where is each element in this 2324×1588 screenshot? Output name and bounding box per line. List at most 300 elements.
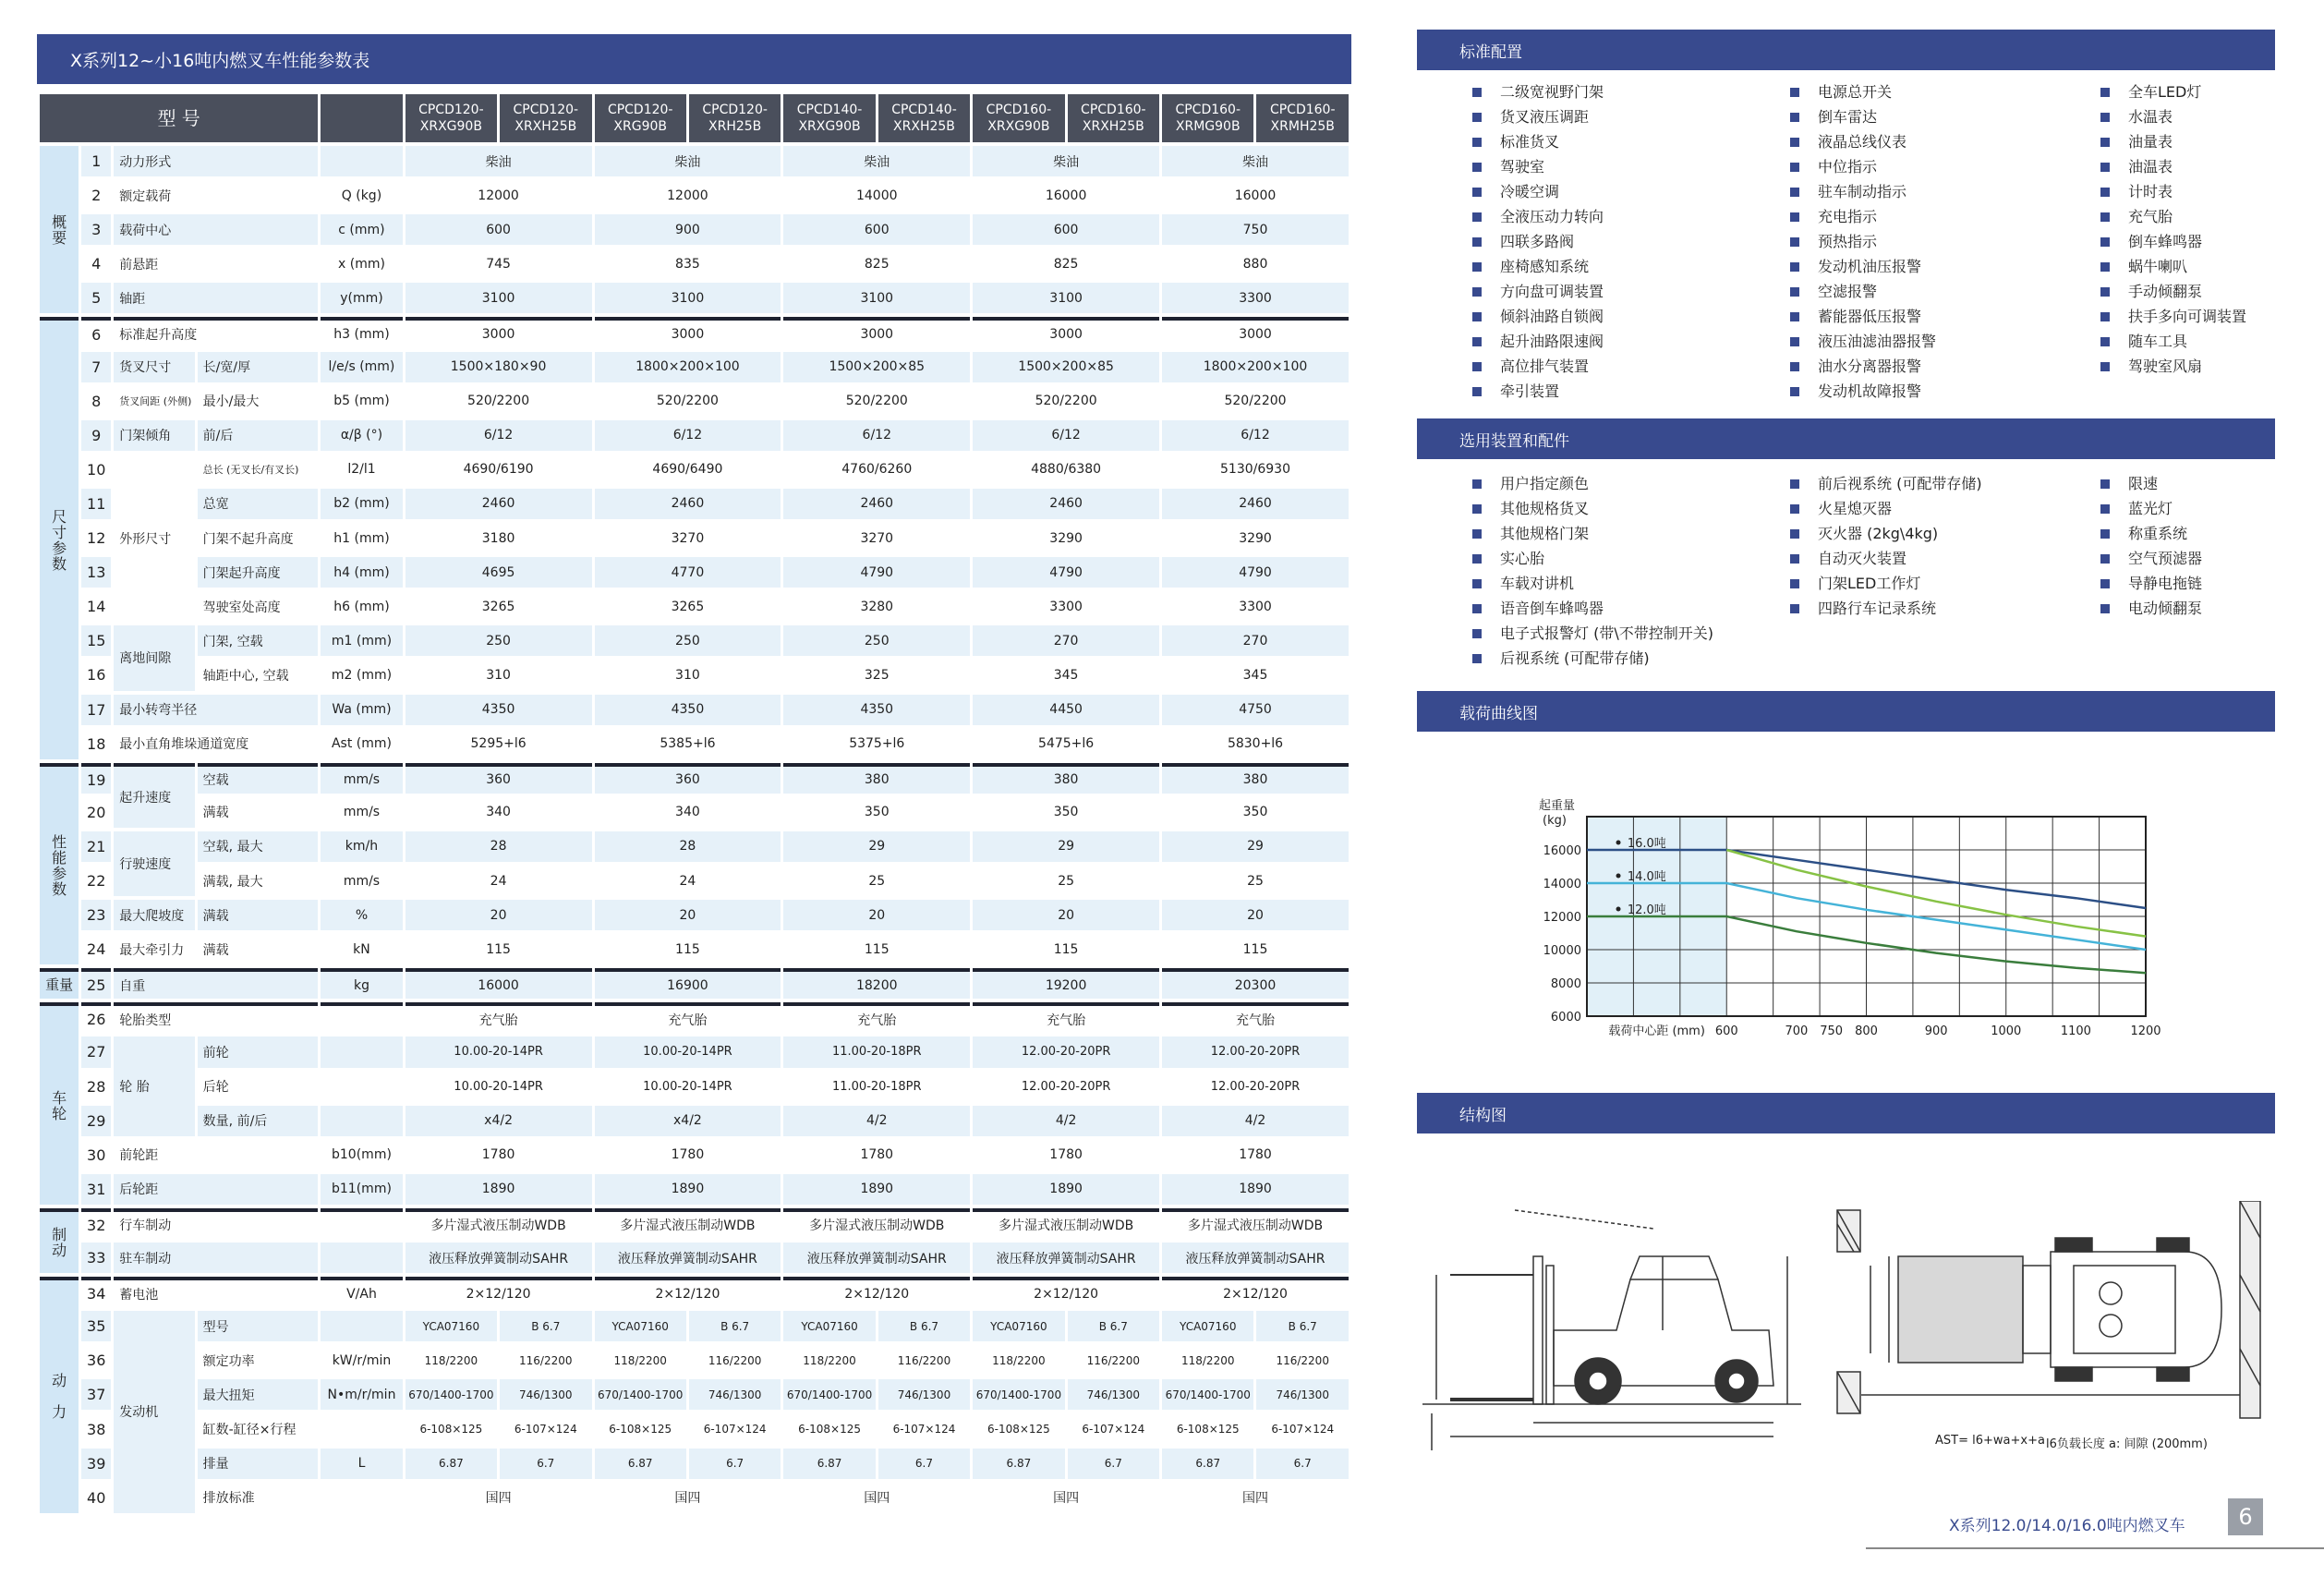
row-unit [321, 1208, 402, 1239]
row-label: 货叉尺寸 [114, 352, 194, 382]
row-sublabel: 排量 [198, 1449, 319, 1479]
value-cell: 4880/6380 [1031, 462, 1102, 478]
row-sublabel: 门架起升高度 [198, 557, 319, 588]
row-unit [321, 1483, 402, 1513]
value-cell: 4450 [973, 695, 1159, 725]
table-row [40, 729, 1349, 759]
equipment-item: 倒车蜂鸣器 [2100, 229, 2246, 254]
value-cell: 6-107×124 [1082, 1423, 1145, 1436]
equipment-item: 灭火器 (2kg\4kg) [1790, 521, 1982, 546]
value-cell: 250 [595, 625, 781, 656]
row-unit [321, 1413, 402, 1444]
equipment-item: 蓝光灯 [2100, 496, 2202, 521]
value-cell: 2460 [1162, 489, 1349, 519]
value-cell: 3100 [783, 283, 970, 313]
value-cell: 6-108×125 [986, 1423, 1050, 1436]
model-name: CPCD160- XRXH25B [1068, 94, 1159, 142]
value-cell: 3290 [1049, 530, 1083, 546]
value-cell: 6.7 [1256, 1449, 1349, 1479]
value-cell: 116/2200 [897, 1353, 951, 1367]
row-unit: km/h [321, 831, 402, 862]
equipment-item: 手动倾翻泵 [2100, 279, 2246, 304]
value-cell: 3270 [671, 530, 705, 546]
value-cell: 25 [868, 873, 886, 889]
group-label: 尺 寸 参 数 [40, 317, 79, 758]
value-cell: 5295+l6 [470, 736, 527, 752]
model-name: CPCD160- XRMG90B [1162, 94, 1253, 142]
value-cell: 充气胎 [783, 1002, 970, 1033]
value-cell: 国四 [674, 1491, 701, 1507]
group-label: 车 轮 [40, 1002, 79, 1205]
row-unit [321, 1311, 402, 1341]
equipment-item: 后视系统 (可配带存储) [1472, 646, 1713, 671]
optional-config-header: 选用装置和配件 [1417, 418, 2275, 459]
table-row [40, 1002, 1349, 1033]
equipment-item: 高位排气装置 [1472, 354, 1604, 379]
row-sublabel: 额定功率 [202, 1353, 255, 1369]
value-cell: 1500×200×85 [973, 352, 1159, 382]
row-label: 轴距 [114, 283, 318, 313]
row-unit: h6 (mm) [333, 599, 390, 614]
value-cell: 3265 [671, 599, 705, 614]
value-cell: 4350 [783, 695, 970, 725]
value-cell: 115 [1242, 941, 1268, 957]
equipment-item: 货叉液压调距 [1472, 104, 1604, 129]
value-cell: 670/1400-1700 [405, 1379, 497, 1410]
tick-label: 800 [1855, 1024, 1878, 1038]
value-cell: 3270 [860, 530, 894, 546]
row-sublabel: 长/宽/厚 [198, 352, 319, 382]
value-cell: B 6.7 [500, 1311, 591, 1341]
equipment-item: 空滤报警 [1790, 279, 1936, 304]
row-sublabel: 排放标准 [202, 1491, 255, 1507]
subgroup-label: 离地间隙 [114, 625, 194, 690]
row-unit: b11(mm) [321, 1174, 402, 1205]
equipment-item: 充电指示 [1790, 204, 1936, 229]
row-label: 轮胎类型 [114, 1002, 318, 1033]
value-cell: 325 [864, 667, 890, 683]
row-unit: l2/l1 [347, 462, 376, 478]
equipment-item: 四路行车记录系统 [1790, 596, 1982, 621]
value-cell: 5475+l6 [1038, 736, 1095, 752]
row-index: 38 [87, 1420, 106, 1438]
value-cell: 825 [1053, 256, 1079, 272]
value-cell: 6-107×124 [892, 1423, 956, 1436]
equipment-item: 发动机油压报警 [1790, 254, 1936, 279]
x-axis-label: 载荷中心距 (mm) [1608, 1024, 1705, 1038]
value-cell: 5130/6930 [1220, 462, 1290, 478]
row-index: 2 [91, 187, 102, 205]
value-cell: 4750 [1162, 695, 1349, 725]
row-index: 20 [87, 803, 106, 821]
value-cell: 6-107×124 [703, 1423, 767, 1436]
y-axis-unit: (kg) [1543, 814, 1567, 828]
value-cell: 12000 [478, 188, 519, 203]
equipment-item: 前后视系统 (可配带存储) [1790, 471, 1982, 496]
row-sublabel: 驾驶室处高度 [202, 600, 281, 615]
row-unit: mm/s [321, 763, 402, 794]
row-label: 动力形式 [114, 146, 318, 176]
row-sublabel: 空载, 最大 [198, 831, 319, 862]
value-cell: 746/1300 [1068, 1379, 1159, 1410]
row-unit: Q (kg) [341, 188, 382, 203]
model-name: CPCD140- XRXG90B [783, 94, 875, 142]
equipment-item: 用户指定颜色 [1472, 471, 1713, 496]
equipment-item: 充气胎 [2100, 204, 2246, 229]
model-name: CPCD120- XRH25B [689, 94, 781, 142]
header-unit-cell [321, 94, 402, 142]
value-cell: 3100 [973, 283, 1159, 313]
value-cell: 746/1300 [500, 1379, 591, 1410]
row-unit: N•m/r/min [321, 1379, 402, 1410]
equipment-item: 二级宽视野门架 [1472, 79, 1604, 104]
value-cell: 1780 [860, 1147, 894, 1163]
equipment-item: 门架LED工作灯 [1790, 571, 1982, 596]
table-row [40, 1345, 1349, 1376]
value-cell: 600 [973, 214, 1159, 245]
value-cell: 3000 [595, 317, 781, 347]
equipment-item: 蓄能器低压报警 [1790, 304, 1936, 329]
optional-list-col2 [1790, 471, 1982, 621]
value-cell: 2×12/120 [1162, 1277, 1349, 1307]
value-cell: 360 [405, 763, 592, 794]
value-cell: 4760/6260 [841, 462, 913, 478]
row-label: 自重 [114, 968, 318, 999]
value-cell: 3000 [1162, 317, 1349, 347]
equipment-item: 火星熄灭器 [1790, 496, 1982, 521]
optional-list-col1 [1472, 471, 1713, 671]
value-cell: 24 [490, 873, 507, 889]
value-cell: 345 [1242, 667, 1268, 683]
value-cell: B 6.7 [689, 1311, 781, 1341]
row-index: 36 [87, 1352, 106, 1370]
equipment-item: 油温表 [2100, 154, 2246, 179]
value-cell: B 6.7 [1068, 1311, 1159, 1341]
row-unit: V/Ah [321, 1277, 402, 1307]
table-row [40, 660, 1349, 690]
subgroup-label: 起升速度 [114, 763, 194, 828]
row-unit: mm/s [343, 873, 381, 889]
row-label: 后轮距 [114, 1174, 318, 1205]
equipment-item: 发动机故障报警 [1790, 379, 1936, 404]
equipment-item: 油水分离器报警 [1790, 354, 1936, 379]
value-cell: 6-108×125 [1176, 1423, 1240, 1436]
value-cell: 3100 [405, 283, 592, 313]
row-index: 13 [81, 557, 111, 588]
row-unit: m2 (mm) [331, 667, 393, 683]
value-cell: 4695 [405, 557, 592, 588]
value-cell: 6.87 [1162, 1449, 1253, 1479]
value-cell: 3300 [1049, 599, 1083, 614]
row-label: 行车制动 [114, 1208, 318, 1239]
value-cell: 118/2200 [613, 1353, 667, 1367]
value-cell: 液压释放弹簧制动SAHR [595, 1243, 781, 1273]
row-sublabel: 空载 [198, 763, 319, 794]
value-cell: 5385+l6 [660, 736, 716, 752]
value-cell: 12000 [667, 188, 708, 203]
value-cell: 6.7 [1068, 1449, 1159, 1479]
value-cell: 1890 [973, 1174, 1159, 1205]
value-cell: 6-107×124 [1271, 1423, 1335, 1436]
table-header-row [40, 94, 1349, 142]
value-cell: 5830+l6 [1227, 736, 1284, 752]
row-index: 26 [81, 1002, 111, 1033]
table-row [40, 934, 1349, 964]
value-cell: 液压释放弹簧制动SAHR [405, 1243, 592, 1273]
value-cell: x4/2 [595, 1106, 781, 1136]
table-row [40, 146, 1349, 176]
row-index: 40 [87, 1488, 106, 1507]
value-cell: 液压释放弹簧制动SAHR [1162, 1243, 1349, 1273]
row-unit [321, 1072, 402, 1102]
table-row [40, 1243, 1349, 1273]
row-index: 4 [91, 255, 102, 273]
row-sublabel: 轴距中心, 空载 [202, 668, 289, 684]
row-index: 16 [87, 666, 106, 685]
row-unit: h3 (mm) [321, 317, 402, 347]
row-sublabel: 满载, 最大 [202, 874, 263, 890]
value-cell: 2×12/120 [973, 1277, 1159, 1307]
table-row [40, 557, 1349, 588]
value-cell: 746/1300 [1256, 1379, 1349, 1410]
standard-list-col2 [1790, 79, 1936, 404]
value-cell: 国四 [485, 1491, 512, 1507]
row-index: 30 [87, 1146, 106, 1164]
series-marker [1616, 841, 1621, 845]
row-index: 37 [81, 1379, 111, 1410]
row-unit: x (mm) [338, 256, 385, 272]
group-label: 性 能 参 数 [40, 763, 79, 965]
value-cell: 4690/6190 [463, 462, 534, 478]
equipment-item: 液晶总线仪表 [1790, 129, 1936, 154]
equipment-item: 电动倾翻泵 [2100, 596, 2202, 621]
row-label: 标准起升高度 [114, 317, 318, 347]
tick-label: 10000 [1543, 944, 1581, 958]
row-label: 额定载荷 [119, 188, 172, 204]
value-cell: 4/2 [973, 1106, 1159, 1136]
equipment-item: 限速 [2100, 471, 2202, 496]
group-label: 制 动 [40, 1208, 79, 1273]
value-cell: 360 [595, 763, 781, 794]
value-cell: 745 [486, 256, 511, 272]
value-cell: 520/2200 [467, 394, 530, 409]
row-unit: c (mm) [321, 214, 402, 245]
tick-label: 700 [1785, 1024, 1809, 1038]
table-row [40, 1483, 1349, 1513]
value-cell: 16900 [595, 968, 781, 999]
value-cell: 340 [675, 805, 700, 820]
equipment-item: 蜗牛喇叭 [2100, 254, 2246, 279]
value-cell: 1890 [783, 1174, 970, 1205]
value-cell: 4350 [595, 695, 781, 725]
row-index: 8 [91, 392, 102, 410]
tick-label: 900 [1924, 1024, 1948, 1038]
row-index: 21 [81, 831, 111, 862]
value-cell: 1890 [1162, 1174, 1349, 1205]
value-cell: 28 [405, 831, 592, 862]
value-cell: 250 [405, 625, 592, 656]
value-cell: 116/2200 [708, 1353, 762, 1367]
value-cell: 600 [405, 214, 592, 245]
value-cell: 1500×200×85 [783, 352, 970, 382]
row-index: 5 [81, 283, 111, 313]
value-cell: 11.00-20-18PR [783, 1036, 970, 1067]
value-cell: 6/12 [405, 420, 592, 451]
row-label: 前悬距 [119, 257, 159, 273]
value-cell: 118/2200 [424, 1353, 478, 1367]
series-marker [1616, 874, 1621, 879]
row-sublabel: 门架不起升高度 [202, 531, 294, 547]
model-name: CPCD160- XRXG90B [973, 94, 1064, 142]
value-cell: 6.87 [973, 1449, 1064, 1479]
value-cell: 3300 [1239, 599, 1272, 614]
model-name: CPCD140- XRXH25B [878, 94, 970, 142]
value-cell: 国四 [864, 1491, 890, 1507]
row-unit: h1 (mm) [333, 530, 390, 546]
value-cell: YCA07160 [783, 1311, 875, 1341]
value-cell: 750 [1162, 214, 1349, 245]
structure-diagram-header: 结构图 [1417, 1093, 2275, 1133]
equipment-item: 自动灭火装置 [1790, 546, 1982, 571]
table-row [40, 1106, 1349, 1136]
value-cell: 20 [405, 900, 592, 930]
table-row [40, 1208, 1349, 1239]
value-cell: 充气胎 [1162, 1002, 1349, 1033]
tick-label: 600 [1714, 1024, 1738, 1038]
table-row [40, 1140, 1349, 1170]
value-cell: 29 [1162, 831, 1349, 862]
row-unit: kW/r/min [332, 1352, 392, 1368]
value-cell: 6-107×124 [514, 1423, 577, 1436]
equipment-item: 空气预滤器 [2100, 546, 2202, 571]
value-cell: YCA07160 [1162, 1311, 1253, 1341]
row-unit [321, 1106, 402, 1136]
row-unit: b10(mm) [332, 1147, 392, 1163]
row-label: 最小直角堆垛通道宽度 [119, 737, 249, 753]
table-row [40, 420, 1349, 451]
value-cell: 柴油 [405, 146, 592, 176]
load-chart [1533, 794, 2180, 1053]
value-cell: 746/1300 [689, 1379, 781, 1410]
equipment-item: 方向盘可调装置 [1472, 279, 1604, 304]
value-cell: 20 [1162, 900, 1349, 930]
value-cell: 3290 [1239, 530, 1272, 546]
value-cell: 115 [675, 941, 700, 957]
group-label: 重量 [40, 968, 79, 999]
value-cell: 746/1300 [878, 1379, 970, 1410]
row-index: 7 [81, 352, 111, 382]
row-index: 12 [87, 529, 106, 548]
equipment-item: 中位指示 [1790, 154, 1936, 179]
table-row [40, 455, 1349, 485]
value-cell: 2×12/120 [405, 1277, 592, 1307]
table-row [40, 900, 1349, 930]
equipment-item: 语音倒车蜂鸣器 [1472, 596, 1713, 621]
row-index: 14 [87, 598, 106, 616]
load-chart-header: 载荷曲线图 [1417, 691, 2275, 732]
value-cell: 2460 [973, 489, 1159, 519]
value-cell: 3100 [595, 283, 781, 313]
value-cell: 10.00-20-14PR [595, 1036, 781, 1067]
value-cell: 3000 [973, 317, 1159, 347]
equipment-item: 计时表 [2100, 179, 2246, 204]
equipment-item: 冷暖空调 [1472, 179, 1604, 204]
tick-label: 8000 [1550, 977, 1581, 991]
row-sublabel: 门架, 空载 [198, 625, 319, 656]
equipment-item: 称重系统 [2100, 521, 2202, 546]
row-unit [321, 146, 402, 176]
value-cell: 25 [1058, 873, 1075, 889]
value-cell: 多片湿式液压制动WDB [1162, 1208, 1349, 1239]
value-cell: B 6.7 [1256, 1311, 1349, 1341]
row-index: 28 [87, 1077, 106, 1096]
value-cell: 6/12 [595, 420, 781, 451]
subgroup-label: 外形尺寸 [119, 531, 172, 547]
value-cell: 充气胎 [405, 1002, 592, 1033]
group-label: 概 要 [40, 146, 79, 313]
equipment-item: 电源总开关 [1790, 79, 1936, 104]
row-index: 23 [81, 900, 111, 930]
row-index: 17 [81, 695, 111, 725]
row-index: 10 [87, 460, 106, 479]
model-label: 型 号 [40, 94, 318, 142]
value-cell: 1780 [481, 1147, 515, 1163]
row-unit: b2 (mm) [321, 489, 402, 519]
value-cell: 4/2 [1162, 1106, 1349, 1136]
table-row [40, 1449, 1349, 1479]
table-row [40, 797, 1349, 828]
value-cell: 3265 [481, 599, 515, 614]
row-index: 6 [81, 317, 111, 347]
value-cell: 520/2200 [1224, 394, 1287, 409]
equipment-item: 全液压动力转向 [1472, 204, 1604, 229]
value-cell: 900 [595, 214, 781, 245]
value-cell: 1800×200×100 [595, 352, 781, 382]
model-name: CPCD120- XRXG90B [405, 94, 497, 142]
value-cell: 825 [864, 256, 890, 272]
value-cell: 310 [675, 667, 700, 683]
row-label: 货叉间距 (外侧) [119, 395, 192, 408]
row-index: 25 [81, 968, 111, 999]
table-row [40, 1174, 1349, 1205]
y-axis-label: 起重量 [1539, 799, 1576, 813]
row-unit: mm/s [343, 805, 381, 820]
value-cell: 6.7 [689, 1449, 781, 1479]
value-cell: 520/2200 [1035, 394, 1097, 409]
row-sublabel: 数量, 前/后 [198, 1106, 319, 1136]
value-cell: 340 [486, 805, 511, 820]
row-sublabel: 总宽 [198, 489, 319, 519]
value-cell: 600 [783, 214, 970, 245]
row-unit: h4 (mm) [321, 557, 402, 588]
value-cell: 2460 [405, 489, 592, 519]
diagram-legend: l6负载长度 a: 间隙 (200mm) [2046, 1437, 2208, 1451]
page-title: X系列12~小16吨内燃叉车性能参数表 [37, 34, 1351, 84]
value-cell: 116/2200 [1086, 1353, 1141, 1367]
series-label: 16.0吨 [1627, 837, 1666, 851]
equipment-item: 驾驶室风扇 [2100, 354, 2246, 379]
value-cell: 12.00-20-20PR [1021, 1079, 1111, 1094]
value-cell: x4/2 [405, 1106, 592, 1136]
value-cell: 670/1400-1700 [1162, 1379, 1253, 1410]
value-cell: 6-108×125 [419, 1423, 483, 1436]
value-cell: 350 [1053, 805, 1079, 820]
value-cell: 14000 [855, 188, 898, 203]
equipment-item: 水温表 [2100, 104, 2246, 129]
value-cell: 10.00-20-14PR [454, 1079, 543, 1094]
tick-label: 16000 [1543, 844, 1581, 858]
value-cell: 3300 [1162, 283, 1349, 313]
